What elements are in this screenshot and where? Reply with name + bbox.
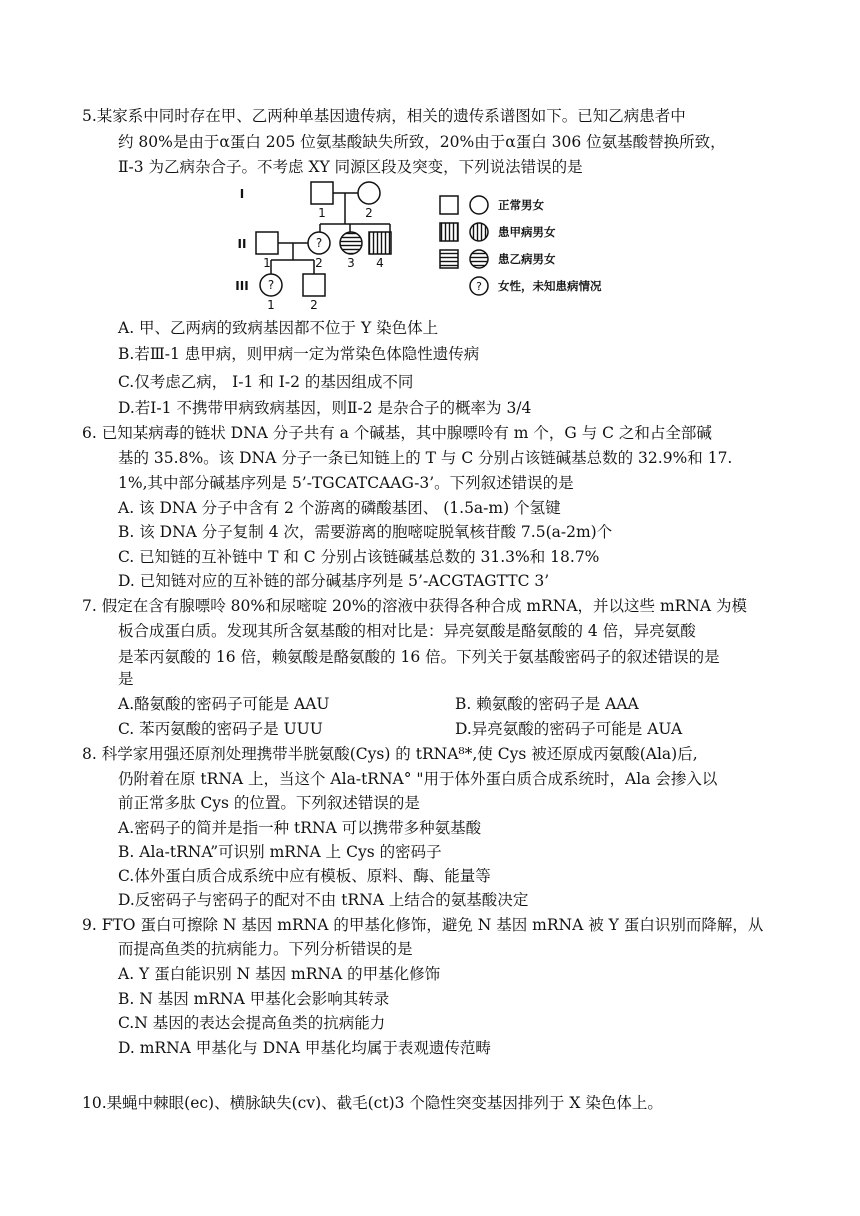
q7-stem-line-4: 是 [118, 670, 134, 688]
id-II4: 4 [376, 256, 384, 270]
legend-label-normal: 正常男女 [498, 198, 544, 212]
generation-label-III: III [235, 279, 249, 293]
id-III2: 2 [310, 298, 318, 312]
q9-option-c: C.N 基因的表达会提高鱼类的抗病能力 [118, 1014, 386, 1032]
q8-stem-line-1: 8. 科学家用强还原剂处理携带半胱氨酸(Cys) 的 tRNA⁸*,使 Cys 被还原成丙氨酸(Ala)后, [82, 745, 698, 763]
id-II2: 2 [315, 256, 323, 270]
legend-normal-male [440, 196, 458, 214]
q9-stem-line-2: 而提高鱼类的抗病能力。下列分析错误的是 [118, 940, 413, 958]
legend-unknown-mark: ? [476, 280, 482, 293]
q8-option-b: B. Ala-tRNA”可识别 mRNA 上 Cys 的密码子 [118, 843, 442, 861]
unknown-mark-II2: ? [315, 236, 323, 250]
q6-option-c: C. 已知链的互补链中 T 和 C 分别占该链碱基总数的 31.3%和 18.7% [118, 548, 600, 566]
pedigree-II3-affected-b-female [340, 232, 362, 254]
id-II1: 1 [263, 256, 271, 270]
legend-affected-b-male [440, 250, 458, 268]
q7-stem-line-3: 是苯丙氨酸的 16 倍，赖氨酸是酪氨酸的 16 倍。下列关于氨基酸密码子的叙述错误的是 [118, 648, 720, 666]
legend-affected-a-male [440, 223, 458, 241]
q6-option-b: B. 该 DNA 分子复制 4 次，需要游离的胞嘧啶脱氧核苷酸 7.5(a-2m)个 [118, 523, 613, 541]
pedigree-I1-male [311, 182, 333, 204]
pedigree-II4-affected-a-male [369, 232, 391, 254]
q9-stem-line-1: 9. FTO 蛋白可擦除 N 基因 mRNA 的甲基化修饰，避免 N 基因 mRNA 被 Y 蛋白识别而降解，从 [82, 916, 764, 934]
q7-option-c: C. 苯丙氨酸的密码子是 UUU [118, 720, 323, 738]
q6-option-d: D. 已知链对应的互补链的部分碱基序列是 5’-ACGTAGTTC 3’ [118, 572, 550, 590]
q5-stem-line-2: 约 80%是由于α蛋白 205 位氨基酸缺失所致，20%由于α蛋白 306 位氨基酸替换所致， [118, 133, 726, 151]
q8-stem-line-3: 前正常多肽 Cys 的位置。下列叙述错误的是 [118, 794, 420, 812]
q6-stem-line-2: 基的 35.8%。该 DNA 分子一条已知链上的 T 与 C 分别占该链碱基总数的 32.9%和 17. [118, 449, 733, 467]
q5-option-a: A. 甲、乙两病的致病基因都不位于 Y 染色体上 [118, 319, 439, 337]
q8-option-a: A.密码子的简并是指一种 tRNA 可以携带多种氨基酸 [118, 819, 482, 837]
legend-label-affected-b: 患乙病男女 [498, 252, 556, 266]
pedigree-III2-male [303, 274, 325, 296]
pedigree-II1-male [256, 232, 278, 254]
q10-stem-line-1: 10.果蝇中棘眼(ec)、横脉缺失(cv)、截毛(ct)3 个隐性突变基因排列于 X 染色体上。 [82, 1094, 663, 1112]
q5-stem-line-1: 5.某家系中同时存在甲、乙两种单基因遗传病，相关的遗传系谱图如下。已知乙病患者中 [82, 107, 686, 125]
pedigree-I2-female [358, 182, 380, 204]
pedigree-diagram [228, 180, 648, 315]
q7-option-d: D.异亮氨酸的密码子可能是 AUA [455, 720, 683, 738]
q7-stem-line-1: 7. 假定在含有腺嘌呤 80%和尿嘧啶 20%的溶液中获得各种合成 mRNA，并以这些 mRNA 为模 [82, 597, 748, 615]
legend-affected-b-female [470, 250, 488, 268]
q7-option-a: A.酪氨酸的密码子可能是 AAU [118, 695, 330, 713]
id-III1: 1 [267, 298, 275, 312]
q9-option-d: D. mRNA 甲基化与 DNA 甲基化均属于表观遗传范畴 [118, 1039, 491, 1057]
legend-label-unknown: 女性，未知患病情况 [498, 279, 602, 293]
generation-label-I: I [239, 187, 245, 201]
legend-label-affected-a: 患甲病男女 [498, 225, 556, 239]
q6-stem-line-3: 1%,其中部分碱基序列是 5’-TGCATCAAG-3’。下列叙述错误的是 [118, 474, 574, 492]
q8-option-d: D.反密码子与密码子的配对不由 tRNA 上结合的氨基酸决定 [118, 891, 529, 909]
q9-option-b: B. N 基因 mRNA 甲基化会影响其转录 [118, 990, 390, 1008]
id-I1: 1 [318, 206, 326, 220]
q6-option-a: A. 该 DNA 分子中含有 2 个游离的磷酸基团、 (1.5a-m) 个氢键 [118, 499, 561, 517]
id-I2: 2 [365, 206, 373, 220]
q8-option-c: C.体外蛋白质合成系统中应有模板、原料、酶、能量等 [118, 867, 491, 885]
q8-stem-line-2: 仍附着在原 tRNA 上，当这个 Ala-tRNA° "用于体外蛋白质合成系统时，Ala 会掺入以 [118, 770, 718, 788]
q5-option-d: D.若Ⅰ-1 不携带甲病致病基因，则Ⅱ-2 是杂合子的概率为 3/4 [118, 399, 532, 417]
id-II3: 3 [347, 256, 355, 270]
unknown-mark-III1: ? [267, 278, 275, 292]
q6-stem-line-1: 6. 已知某病毒的链状 DNA 分子共有 a 个碱基，其中腺嘌呤有 m 个，G 与 C 之和占全部碱 [82, 424, 712, 442]
legend-normal-female [470, 196, 488, 214]
q7-option-b: B. 赖氨酸的密码子是 AAA [455, 695, 639, 713]
q5-stem-line-3: Ⅱ-3 为乙病杂合子。不考虑 XY 同源区段及突变，下列说法错误的是 [118, 158, 583, 176]
legend-affected-a-female [470, 223, 488, 241]
q5-option-c: C.仅考虑乙病， I-1 和 I-2 的基因组成不同 [118, 373, 414, 391]
q5-option-b: B.若Ⅲ-1 患甲病，则甲病一定为常染色体隐性遗传病 [118, 345, 480, 363]
q9-option-a: A. Y 蛋白能识别 N 基因 mRNA 的甲基化修饰 [118, 965, 441, 983]
q7-stem-line-2: 板合成蛋白质。发现其所含氨基酸的相对比是：异亮氨酸是酪氨酸的 4 倍，异亮氨酸 [118, 622, 696, 640]
generation-label-II: II [237, 237, 247, 251]
